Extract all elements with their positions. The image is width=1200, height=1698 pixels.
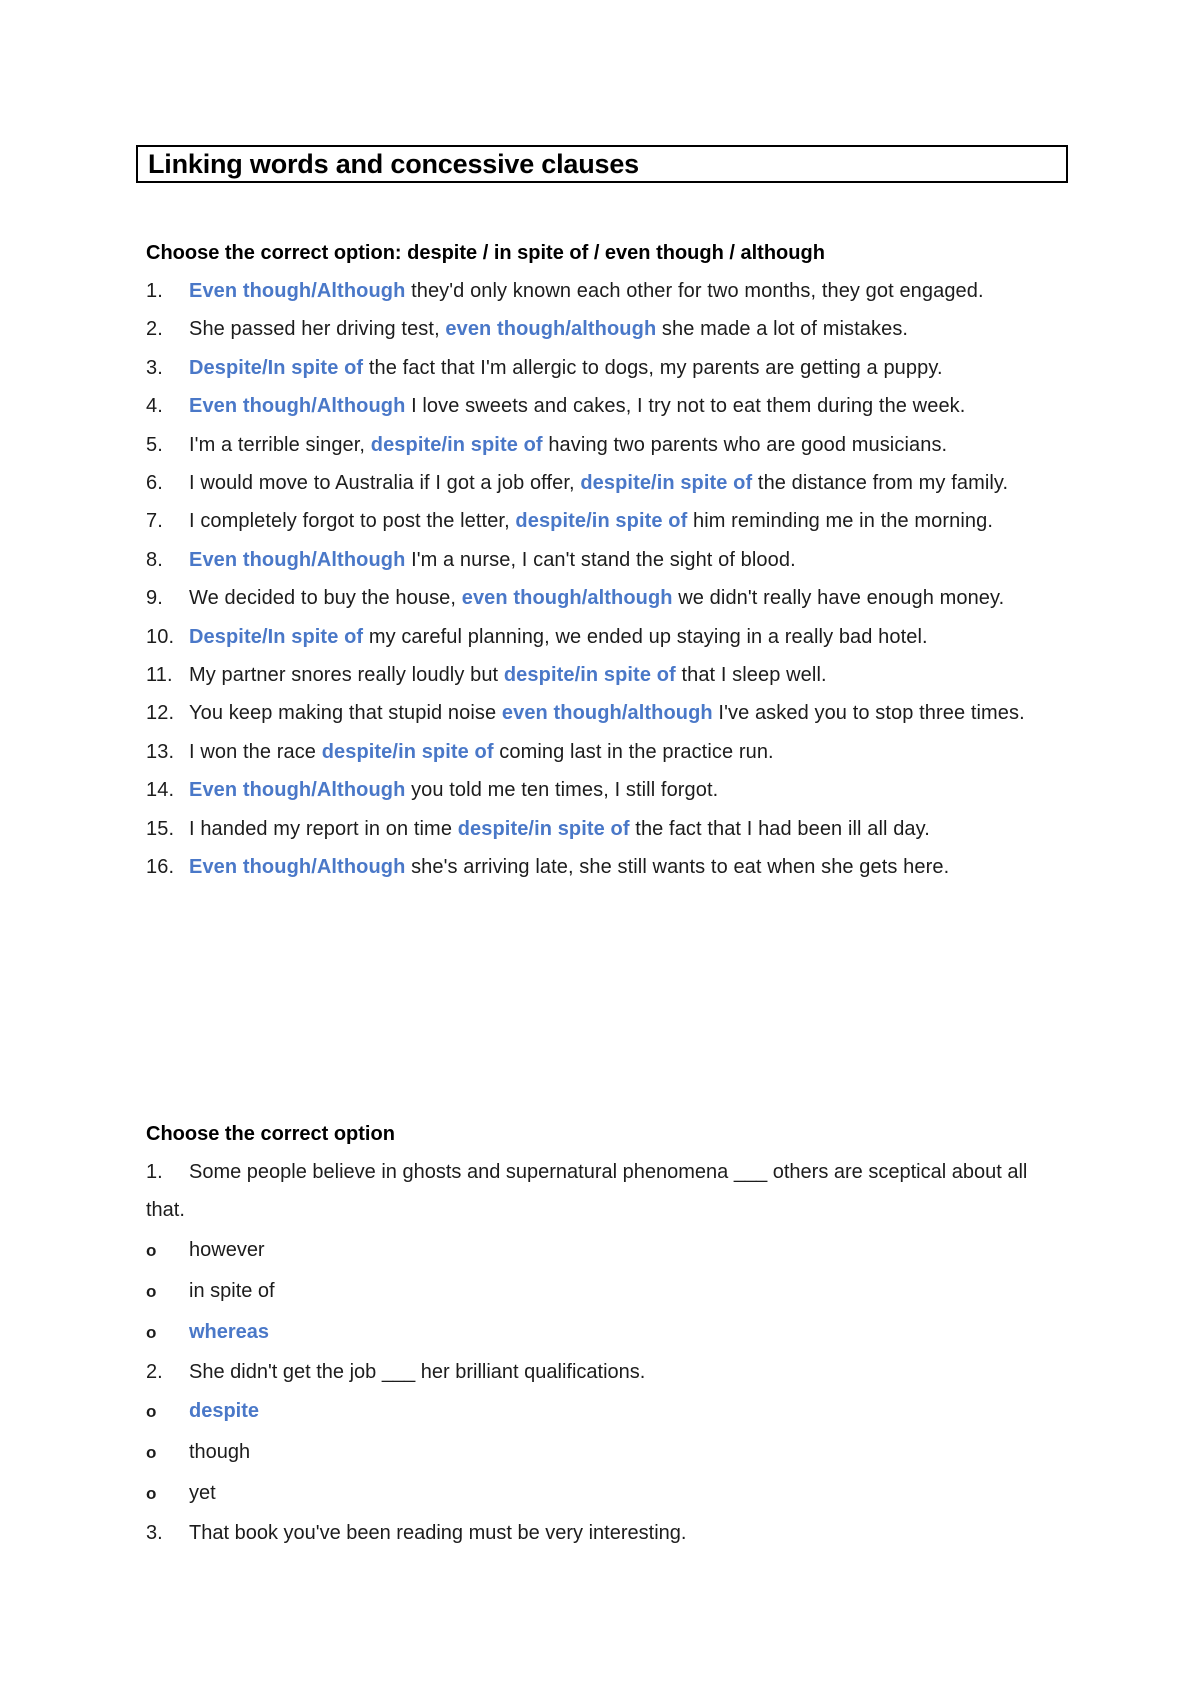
sentence-start: I won the race (189, 740, 322, 763)
list-item (146, 541, 1066, 579)
sentence-start: We decided to buy the house, (189, 587, 462, 610)
bullet-icon: o (146, 1281, 157, 1301)
list-item (146, 656, 1066, 694)
sentence-start: I would move to Australia if I got a job offer, (189, 472, 581, 495)
answer-text: despite/in spite of (370, 433, 543, 456)
item-number: 15. (146, 817, 175, 840)
sentence-end: she's arriving late, she still wants to eat when she gets here. (405, 856, 950, 879)
item-sentence (189, 272, 1066, 310)
list-item (146, 694, 1066, 732)
question-list (146, 1153, 1066, 1553)
list-item (146, 502, 1066, 540)
list-item (146, 426, 1066, 464)
item-sentence (189, 656, 1066, 694)
answer-text: despite/in spite of (321, 740, 494, 763)
list-item (146, 618, 1066, 656)
title-box (136, 145, 1068, 183)
section-multiple-choice (146, 1115, 1066, 1553)
item-sentence (189, 771, 1066, 809)
question-text (146, 1153, 1066, 1230)
item-sentence (189, 387, 1066, 425)
section-heading: Choose the correct option: despite / in spite of / even though / although (146, 242, 825, 264)
answer-text: Despite/In spite of (189, 356, 364, 379)
item-sentence (189, 464, 1066, 502)
item-sentence (189, 848, 1066, 886)
question-number: 1. (146, 1161, 163, 1183)
item-sentence (189, 426, 1066, 464)
sentence-end: they'd only known each other for two months, they got engaged. (405, 280, 984, 302)
item-number: 7. (146, 510, 163, 533)
item-sentence (189, 310, 1066, 348)
exercise-list (146, 272, 1066, 887)
list-item (146, 310, 1066, 348)
item-sentence (189, 810, 1066, 848)
answer-text: Despite/In spite of (189, 625, 364, 648)
sentence-start: You keep making that stupid noise (189, 702, 502, 725)
sentence-start: I handed my report in on time (189, 817, 458, 840)
sentence-end: the fact that I'm allergic to dogs, my parents are getting a puppy. (363, 356, 943, 379)
list-item (146, 464, 1066, 502)
question-number: 3. (146, 1522, 163, 1545)
answer-text: despite/in spite of (457, 817, 630, 840)
sentence-end: we didn't really have enough money. (672, 587, 1005, 610)
question (146, 1514, 1066, 1552)
answer-option-correct (146, 1312, 1066, 1353)
item-number: 9. (146, 587, 163, 610)
item-sentence (189, 579, 1066, 617)
list-item (146, 387, 1066, 425)
answer-text: even though/although (445, 318, 657, 341)
sentence-end: him reminding me in the morning. (687, 510, 993, 533)
list-item (146, 848, 1066, 886)
question (146, 1153, 1066, 1353)
item-sentence (189, 502, 1066, 540)
answer-text: Even though/Although (189, 856, 406, 879)
sentence-end: you told me ten times, I still forgot. (405, 779, 719, 802)
bullet-icon: o (146, 1484, 157, 1504)
list-item (146, 771, 1066, 809)
answer-text: even though/although (501, 702, 713, 725)
list-item (146, 579, 1066, 617)
item-number: 6. (146, 472, 163, 495)
answer-text: Even though/Although (189, 395, 406, 418)
answer-option-correct (146, 1391, 1066, 1432)
question (146, 1353, 1066, 1514)
sentence-end: that I sleep well. (675, 664, 827, 687)
question-text (146, 1514, 1066, 1552)
option-label: whereas (189, 1320, 270, 1343)
list-item (146, 272, 1066, 310)
option-label: though (189, 1441, 251, 1464)
sentence-start: I'm a terrible singer, (189, 433, 371, 456)
section-heading: Choose the correct option (146, 1123, 395, 1145)
sentence-end: I love sweets and cakes, I try not to eat them during the week. (405, 395, 966, 418)
option-label: however (189, 1238, 265, 1261)
sentence-end: the fact that I had been ill all day. (629, 817, 930, 840)
item-number: 11. (146, 664, 173, 687)
question-body: Some people believe in ghosts and supernatural phenomena ___ others are sceptical about all that. (146, 1161, 1028, 1222)
question-body: That book you've been reading must be very interesting. (189, 1522, 687, 1545)
answer-text: Even though/Although (189, 548, 406, 571)
item-sentence (189, 694, 1066, 732)
sentence-end: my careful planning, we ended up staying in a really bad hotel. (363, 625, 928, 648)
item-sentence (189, 541, 1066, 579)
list-item (146, 349, 1066, 387)
sentence-start: I completely forgot to post the letter, (189, 510, 516, 533)
option-label: yet (189, 1482, 216, 1505)
list-item (146, 810, 1066, 848)
answer-text: despite/in spite of (503, 664, 676, 687)
item-number: 2. (146, 318, 163, 341)
answer-text: Even though/Although (189, 779, 406, 802)
option-label: despite (189, 1400, 260, 1423)
answer-text: despite/in spite of (515, 510, 688, 533)
section-concessive-fill-in (146, 234, 1066, 887)
option-label: in spite of (189, 1279, 275, 1302)
question-number: 2. (146, 1360, 163, 1383)
answer-text: even though/although (461, 587, 673, 610)
item-number: 12. (146, 702, 175, 725)
sentence-start: She passed her driving test, (189, 318, 446, 341)
sentence-end: I've asked you to stop three times. (712, 702, 1025, 725)
sentence-end: the distance from my family. (752, 472, 1009, 495)
item-sentence (189, 618, 1066, 656)
list-item (146, 733, 1066, 771)
item-number: 5. (146, 433, 163, 456)
item-number: 4. (146, 395, 163, 418)
item-number: 1. (146, 280, 163, 302)
sentence-end: she made a lot of mistakes. (656, 318, 909, 341)
item-number: 10. (146, 625, 175, 648)
bullet-icon: o (146, 1240, 157, 1260)
answer-option (146, 1230, 1066, 1271)
item-sentence (189, 733, 1066, 771)
answer-option (146, 1473, 1066, 1514)
item-number: 8. (146, 548, 163, 571)
sentence-end: coming last in the practice run. (493, 740, 774, 763)
item-number: 16. (146, 856, 175, 879)
sentence-start: My partner snores really loudly but (189, 664, 504, 687)
bullet-icon: o (146, 1443, 157, 1463)
answer-option (146, 1271, 1066, 1312)
item-sentence (189, 349, 1066, 387)
item-number: 3. (146, 356, 163, 379)
sentence-end: I'm a nurse, I can't stand the sight of blood. (405, 548, 796, 571)
item-number: 14. (146, 779, 175, 802)
sentence-end: having two parents who are good musicians. (542, 433, 948, 456)
page-title: Linking words and concessive clauses (148, 148, 639, 179)
answer-text: despite/in spite of (580, 472, 753, 495)
question-body: She didn't get the job ___ her brilliant qualifications. (189, 1360, 646, 1383)
item-number: 13. (146, 740, 175, 763)
answer-text: Even though/Although (189, 280, 406, 302)
question-text (146, 1353, 1066, 1391)
bullet-icon: o (146, 1322, 157, 1342)
answer-option (146, 1432, 1066, 1473)
bullet-icon: o (146, 1402, 157, 1422)
